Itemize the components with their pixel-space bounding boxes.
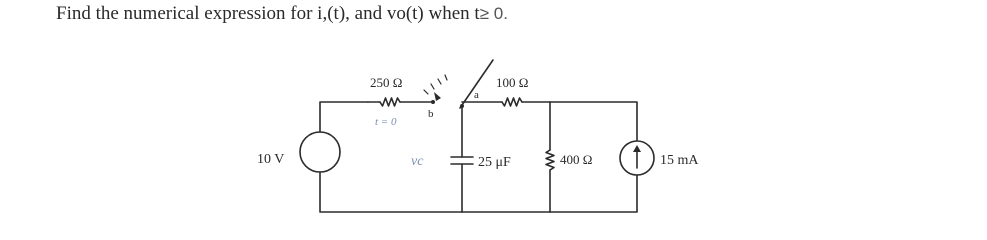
source-voltage-label: 10 V xyxy=(257,152,285,167)
switch-contact-b xyxy=(431,100,435,104)
current-source-label: 15 mA xyxy=(660,153,699,168)
time-label: t = 0 xyxy=(375,116,397,128)
switch-arc xyxy=(424,75,447,94)
r2-label: 100 Ω xyxy=(496,75,529,90)
capacitor-label: 25 μF xyxy=(478,155,511,170)
vc-label: vc xyxy=(411,154,424,169)
r3-label: 400 Ω xyxy=(560,152,593,167)
resistor-400 xyxy=(546,150,554,170)
resistor-250 xyxy=(380,98,400,106)
voltage-source xyxy=(300,132,340,172)
switch-arrow-head xyxy=(434,92,441,101)
switch-contact-a xyxy=(460,104,464,108)
current-arrow-head xyxy=(633,145,641,152)
resistor-100 xyxy=(502,98,522,106)
wire-right-top xyxy=(550,102,637,140)
switch-a-label: a xyxy=(474,89,479,101)
r1-label: 250 Ω xyxy=(370,75,403,90)
switch-b-label: b xyxy=(428,108,434,120)
question-main: Find the numerical expression for i,(t), and vo(t) when t xyxy=(56,3,480,24)
ge-symbol: ≥ xyxy=(479,4,490,23)
question-zero: 0. xyxy=(489,4,508,23)
wire-left-bottom xyxy=(320,172,637,212)
wire-left-top xyxy=(320,102,368,132)
